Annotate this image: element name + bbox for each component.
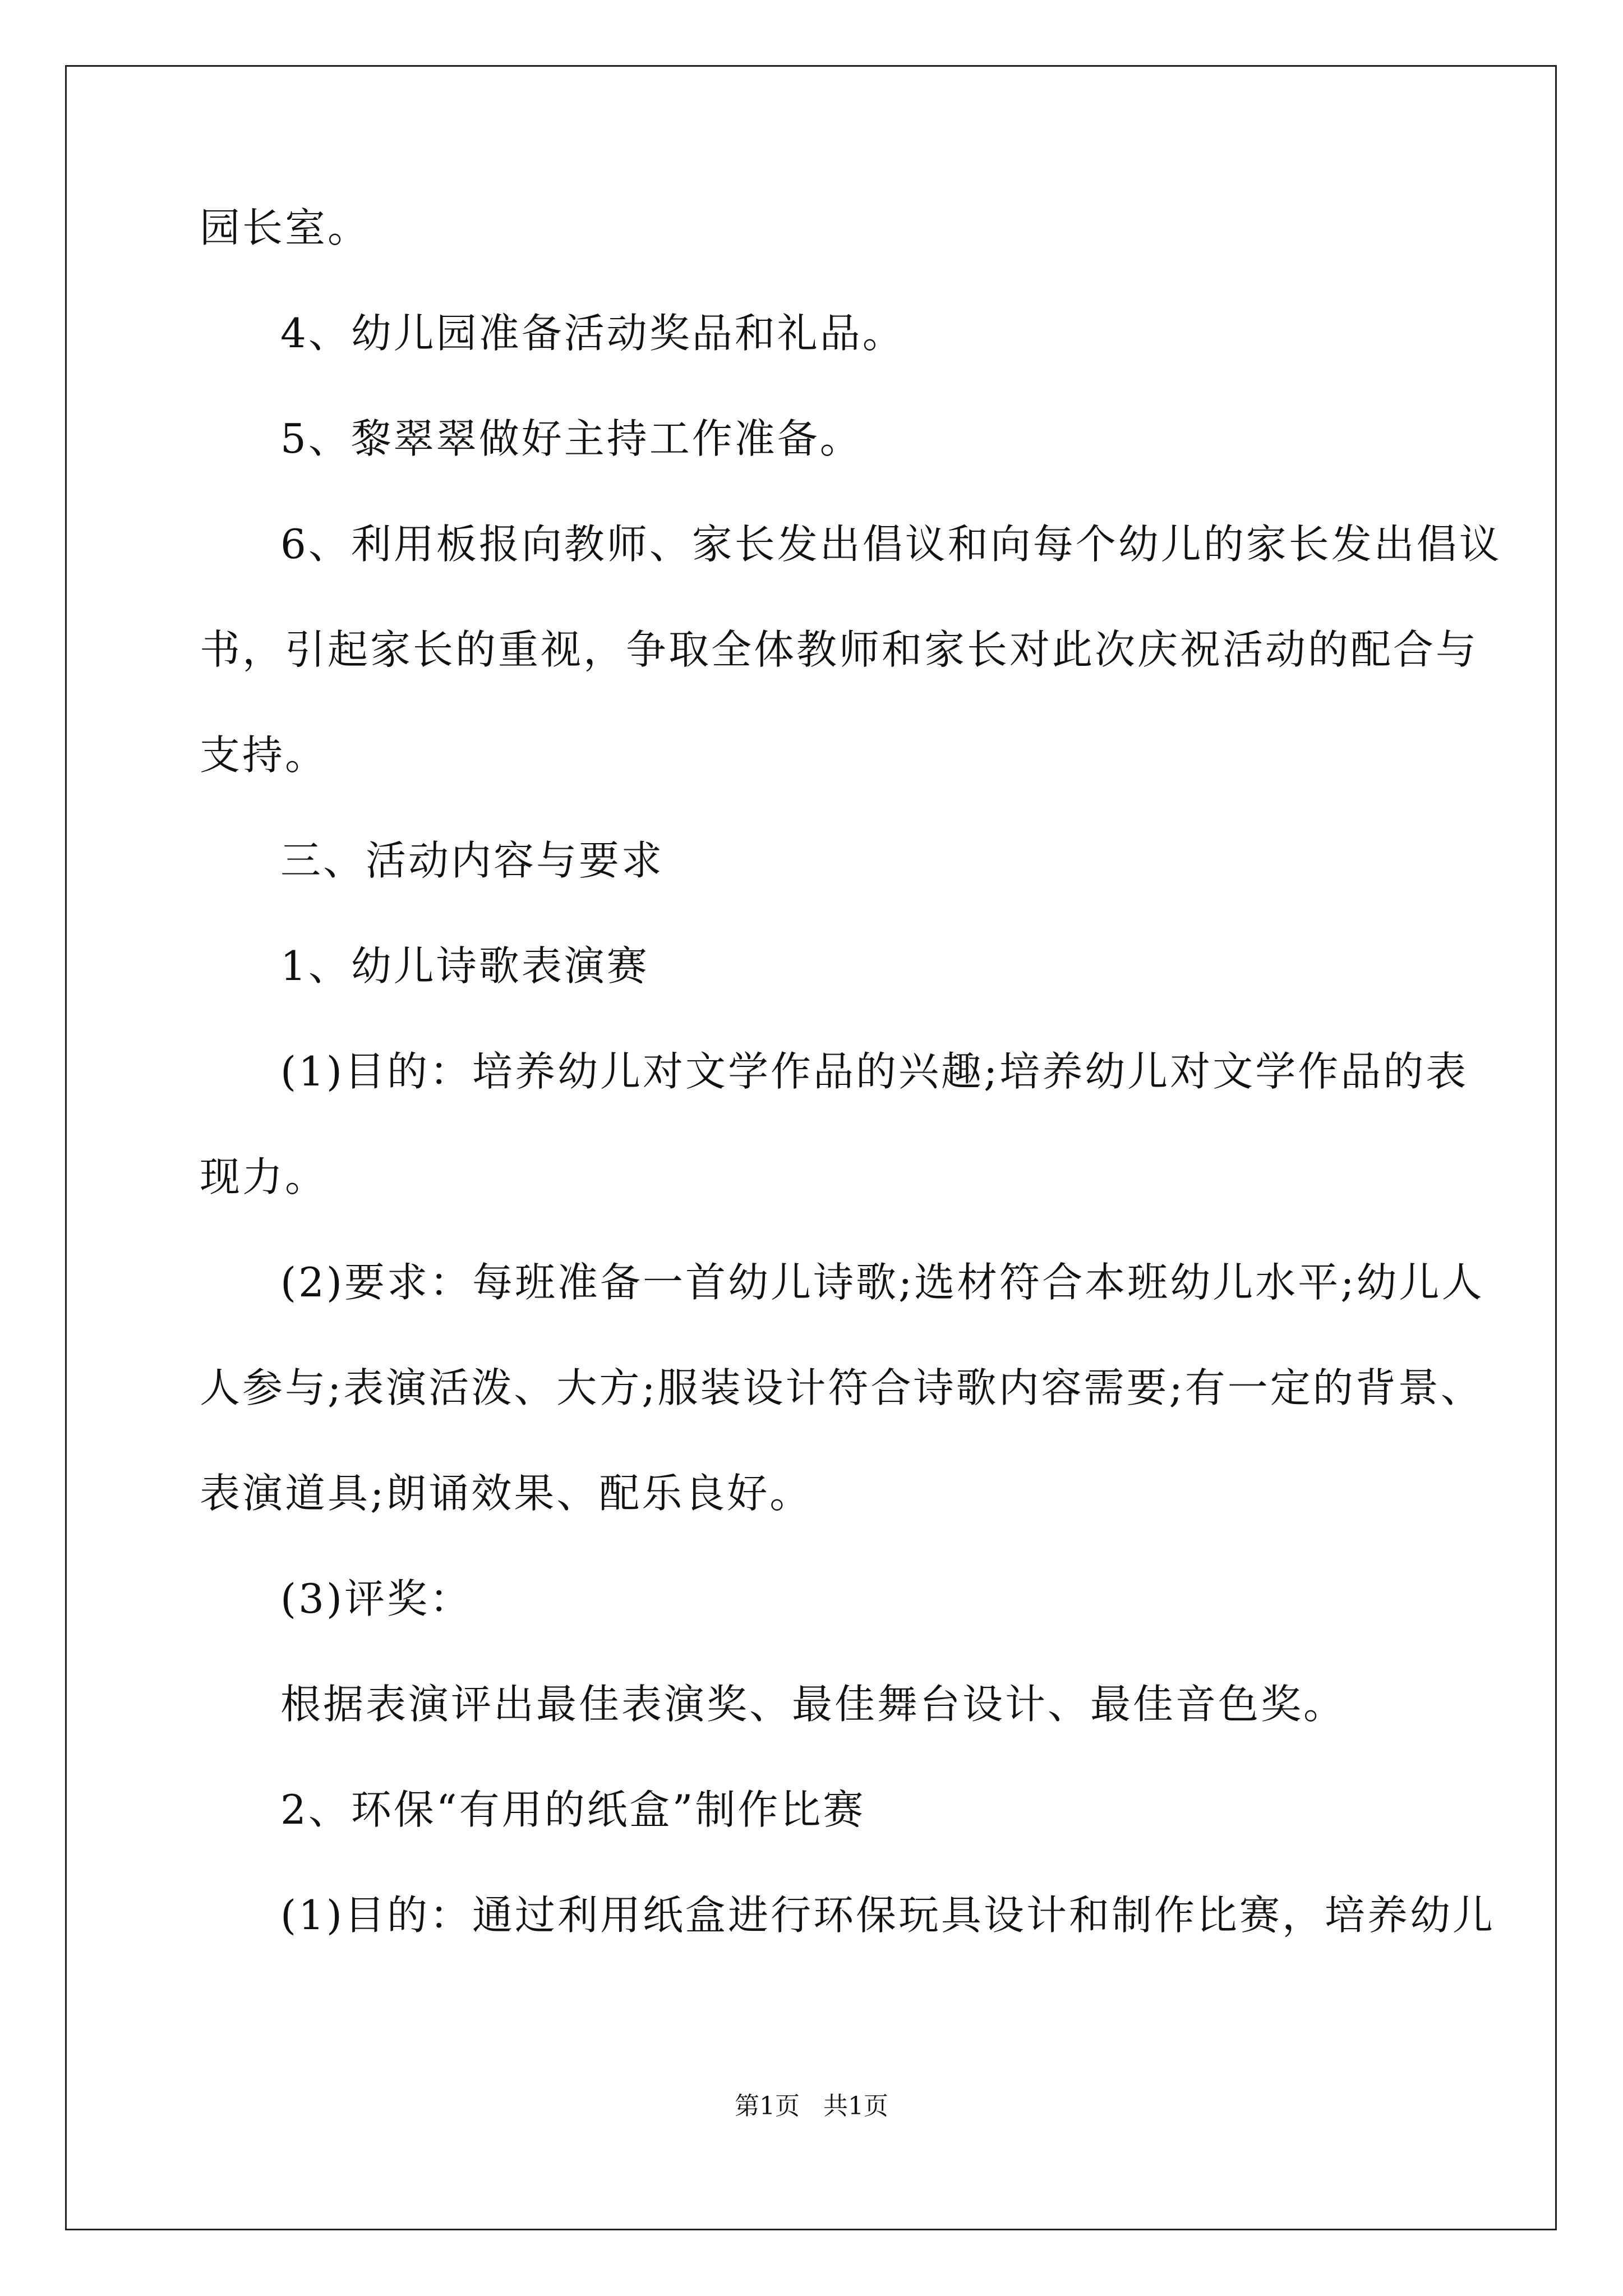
- text-line-6: 支持。: [200, 731, 328, 779]
- text-line-1: 园长室。: [200, 204, 371, 251]
- text-line-17: (1)目的：通过利用纸盒进行环保玩具设计和制作比赛，培养幼儿: [280, 1892, 1495, 1939]
- text-line-11: (2)要求：每班准备一首幼儿诗歌;选材符合本班幼儿水平;幼儿人: [280, 1259, 1484, 1306]
- text-line-4: 6、利用板报向教师、家长发出倡议和向每个幼儿的家长发出倡议: [280, 521, 1502, 568]
- page-total: 共1页: [823, 2092, 888, 2120]
- subsection-heading-2: 2、环保“有用的纸盒”制作比赛: [280, 1786, 866, 1833]
- page-footer: [0, 2090, 1623, 2123]
- text-line-12: 人参与;表演活泼、大方;服装设计符合诗歌内容需要;有一定的背景、: [200, 1364, 1483, 1411]
- text-line-5: 书，引起家长的重视，争取全体教师和家长对此次庆祝活动的配合与: [200, 626, 1479, 673]
- text-line-3: 5、黎翠翠做好主持工作准备。: [280, 415, 863, 462]
- text-line-13: 表演道具;朗诵效果、配乐良好。: [200, 1470, 813, 1517]
- text-line-10: 现力。: [200, 1153, 328, 1200]
- text-line-15: 根据表演评出最佳表演奖、最佳舞台设计、最佳音色奖。: [280, 1681, 1347, 1728]
- text-line-14: (3)评奖：: [280, 1575, 472, 1622]
- text-line-2: 4、幼儿园准备活动奖品和礼品。: [280, 310, 905, 357]
- page-number: 第1页: [735, 2092, 800, 2120]
- section-heading: 三、活动内容与要求: [280, 837, 665, 884]
- text-line-9: (1)目的：培养幼儿对文学作品的兴趣;培养幼儿对文学作品的表: [280, 1048, 1469, 1095]
- subsection-heading-1: 1、幼儿诗歌表演赛: [280, 942, 649, 990]
